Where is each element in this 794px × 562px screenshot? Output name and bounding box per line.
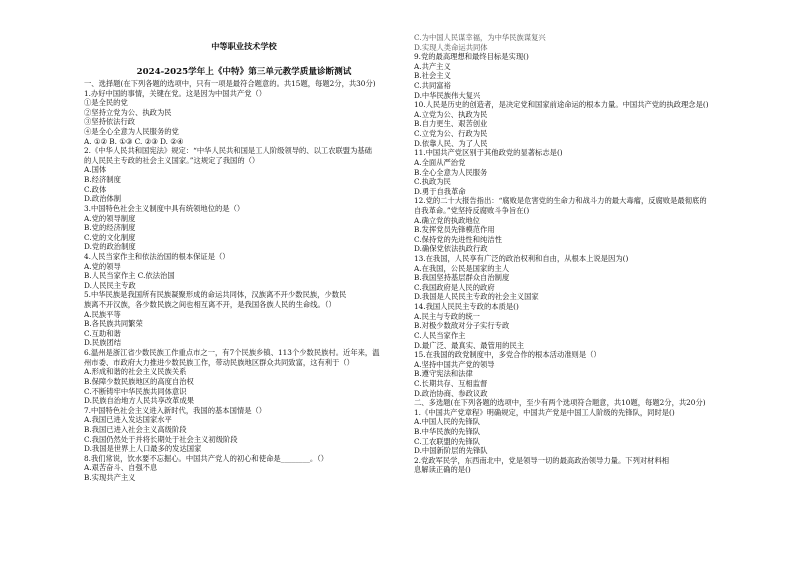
question-line: B.发挥党员先锋模范作用 bbox=[414, 225, 495, 235]
right-column bbox=[414, 0, 744, 475]
question-line: B.我国已进入社会主义高级阶段 bbox=[84, 424, 187, 434]
question-line: 1.《中国共产党章程》明确规定，中国共产党是中国工人阶级的先锋队，同时是() bbox=[414, 407, 675, 417]
question-line: D.中华民族伟大复兴 bbox=[414, 90, 481, 100]
question-line: B.中华民族的先锋队 bbox=[414, 426, 481, 436]
question-line: A.民族平等 bbox=[84, 309, 121, 319]
question-line: C.立党为公、行政为民 bbox=[414, 129, 488, 139]
question-line: 15.在我国的政党制度中，多党合作的根本活动准则是（） bbox=[414, 350, 601, 360]
question-line: 3.中国特色社会主义制度中具有统领地位的是（） bbox=[84, 203, 245, 213]
question-line: C.我国仍然处于并将长期处于社会主义初级阶段 bbox=[84, 434, 238, 444]
question-line: C.工农联盟的先锋队 bbox=[414, 436, 481, 446]
question-line: D.依靠人民、为了人民 bbox=[414, 138, 488, 148]
question-line: B.实现共产主义 bbox=[84, 472, 136, 482]
question-line: A.在我国，公民是国家的主人 bbox=[414, 263, 510, 273]
question-line: ①是全民的党 bbox=[84, 98, 128, 108]
question-line: 13.在我国，人民享有广泛的政治权利和自由，从根本上说是因为() bbox=[414, 254, 629, 264]
question-line: 14.我国人民民主专政的本质是() bbox=[414, 302, 519, 312]
question-line: B.对极少数敌对分子实行专政 bbox=[414, 321, 510, 331]
question-line: B.人民当家作主 C.依法治国 bbox=[84, 271, 175, 281]
exam-title: 2024-2025学年上《中特》第三单元教学质量诊断测试 bbox=[136, 67, 352, 77]
question-line: C.人民当家作主 bbox=[414, 330, 466, 340]
question-line: B.党的经济制度 bbox=[84, 223, 136, 233]
question-line: A.我国已进入发达国家水平 bbox=[84, 415, 172, 425]
right-top-spacer bbox=[414, 0, 744, 33]
question-line: 一、选择题(在下列各题的选项中，只有一项是最符合题意的。共15题，每题2分，共30分) bbox=[84, 79, 376, 88]
right-top-options bbox=[414, 33, 744, 52]
question-line: A.中国人民的先锋队 bbox=[414, 417, 480, 427]
question-line: B.全心全意为人民服务 bbox=[414, 167, 488, 177]
question-line: C.执政为民 bbox=[414, 177, 451, 187]
question-line: C.政体 bbox=[84, 184, 107, 194]
question-line: D.确保党依法执政行政 bbox=[414, 244, 488, 254]
question-line: C.不断铸牢中华民族共同体意识 bbox=[84, 386, 187, 396]
question-line: C.党的文化制度 bbox=[84, 232, 136, 242]
question-line: B.遵守宪法和法律 bbox=[414, 369, 473, 379]
question-line: D.勇于自我革命 bbox=[414, 186, 466, 196]
question-line: ④是全心全意为人民服务的党 bbox=[84, 127, 179, 137]
question-line: 9.党的最高理想和最终目标是实现() bbox=[414, 52, 529, 62]
right-question-list bbox=[414, 52, 744, 475]
question-line: ②坚持立党为公、执政为民 bbox=[84, 107, 172, 117]
question-line: A.坚持中国共产党的领导 bbox=[414, 359, 495, 369]
question-line: 2.《中华人民共和国宪法》规定：“中华人民共和国是工人阶级领导的、以工农联盟为基础 bbox=[84, 146, 372, 156]
option-line: C.为中国人民谋幸福，为中华民族谋复兴 bbox=[414, 33, 546, 42]
left-column bbox=[84, 0, 404, 483]
question-line: B.各民族共同繁荣 bbox=[84, 319, 143, 329]
question-line: A.共产主义 bbox=[414, 61, 451, 71]
question-line: 息解读正确的是() bbox=[414, 465, 471, 475]
question-line: D.最广泛、最真实、最管用的民主 bbox=[414, 340, 525, 350]
question-line: C.互助和谐 bbox=[84, 328, 121, 338]
left-question-list bbox=[84, 79, 404, 483]
question-line: 8.我们常说，饮水要不忘掘心。中国共产党人的初心和使命是________。（） bbox=[84, 453, 329, 463]
question-line: C.我国政府是人民的政府 bbox=[414, 282, 495, 292]
option-line: D.实现人类命运共同体 bbox=[414, 42, 488, 52]
question-line: B.经济制度 bbox=[84, 175, 121, 185]
question-line: 7.中国特色社会主义进入新时代，我国的基本国情是（） bbox=[84, 405, 267, 415]
question-line: D.民族自治地方人民共享改革成果 bbox=[84, 396, 195, 406]
question-line: 1.办好中国的事情，关键在党。这是因为中国共产党（） bbox=[84, 88, 267, 98]
question-line: D.政治体制 bbox=[84, 194, 122, 204]
question-line: B.自力更生、艰苦创业 bbox=[414, 119, 488, 129]
question-line: A.党的领导制度 bbox=[84, 213, 136, 223]
question-line: 二、多选题(在下列各题的选项中，至少有两个选项符合题意，共10题，每题2分，共20分) bbox=[414, 398, 706, 408]
question-line: 11.中国共产党区别于其他政党的显著标志是() bbox=[414, 148, 563, 158]
question-line: ③坚持依法行政 bbox=[84, 117, 136, 127]
question-line: B.我国坚持基层群众自治制度 bbox=[414, 273, 510, 283]
question-line: D.党的政治制度 bbox=[84, 242, 136, 252]
question-line: D.人民民主专政 bbox=[84, 280, 136, 290]
question-line: 的人民民主专政的社会主义国家。”这规定了我国的（） bbox=[84, 155, 260, 165]
question-line: B.社会主义 bbox=[414, 71, 451, 81]
question-line: A.全面从严治党 bbox=[414, 157, 466, 167]
question-line: B.保障少数民族地区的高度自治权 bbox=[84, 376, 194, 386]
question-line: D.我国是人民民主专政的社会主义国家 bbox=[414, 292, 539, 302]
question-line: 2.党政军民学，东西南北中，党是领导一切的最高政治领导力量。下列对材料相 bbox=[414, 455, 670, 465]
question-line: 州市委、市政府大力推进少数民族工作，带动民族地区群众共同致富，这有利于（） bbox=[84, 357, 354, 367]
question-line: 12.党的二十大报告指出：“腐败是危害党的生命力和战斗力的最大毒瘤，反腐败是最彻底的 bbox=[414, 196, 707, 206]
question-line: 4.人民当家作主和依法治国的根本保证是（） bbox=[84, 251, 230, 261]
question-line: 族离不开汉族，各少数民族之间也相互离不开，是我国各族人民的生命线。（） bbox=[84, 300, 336, 310]
question-line: C.长期共存、互相监督 bbox=[414, 378, 488, 388]
question-line: A.民主与专政的统一 bbox=[414, 311, 480, 321]
question-line: A.立党为公、执政为民 bbox=[414, 109, 488, 119]
question-line: A.艰苦奋斗、自强不息 bbox=[84, 463, 158, 473]
question-line: A. ①② B. ①③ C. ②③ D. ②④ bbox=[84, 136, 184, 146]
question-line: A.党的领导 bbox=[84, 261, 121, 271]
question-line: A.形成和谐的社会主义民族关系 bbox=[84, 367, 187, 377]
question-line: 6.温州是浙江省少数民族工作重点市之一，有7个民族乡镇、113个少数民族村。近年来，温 bbox=[84, 348, 380, 358]
question-line: A.国体 bbox=[84, 165, 107, 175]
question-line: 自我革命。”党坚持反腐败斗争旨在() bbox=[414, 205, 530, 215]
question-line: C.共同富裕 bbox=[414, 81, 451, 91]
question-line: D.政治协商、参政议政 bbox=[414, 388, 488, 398]
question-line: 5.中华民族是我国所有民族凝聚形成的命运共同体，汉族离不开少数民族，少数民 bbox=[84, 290, 347, 300]
school-name: 中等职业技术学校 bbox=[211, 41, 277, 51]
question-line: C.保持党的先进性和纯洁性 bbox=[414, 234, 502, 244]
question-line: D.中国新阶层的先锋队 bbox=[414, 446, 488, 456]
question-line: A.确立党的执政地位 bbox=[414, 215, 480, 225]
question-line: D.民族团结 bbox=[84, 338, 122, 348]
question-line: 10.人民是历史的创造者，是决定党和国家前途命运的根本力量。中国共产党的执政理念是() bbox=[414, 100, 709, 110]
question-line: D.我国是世界上人口最多的发达国家 bbox=[84, 444, 202, 454]
